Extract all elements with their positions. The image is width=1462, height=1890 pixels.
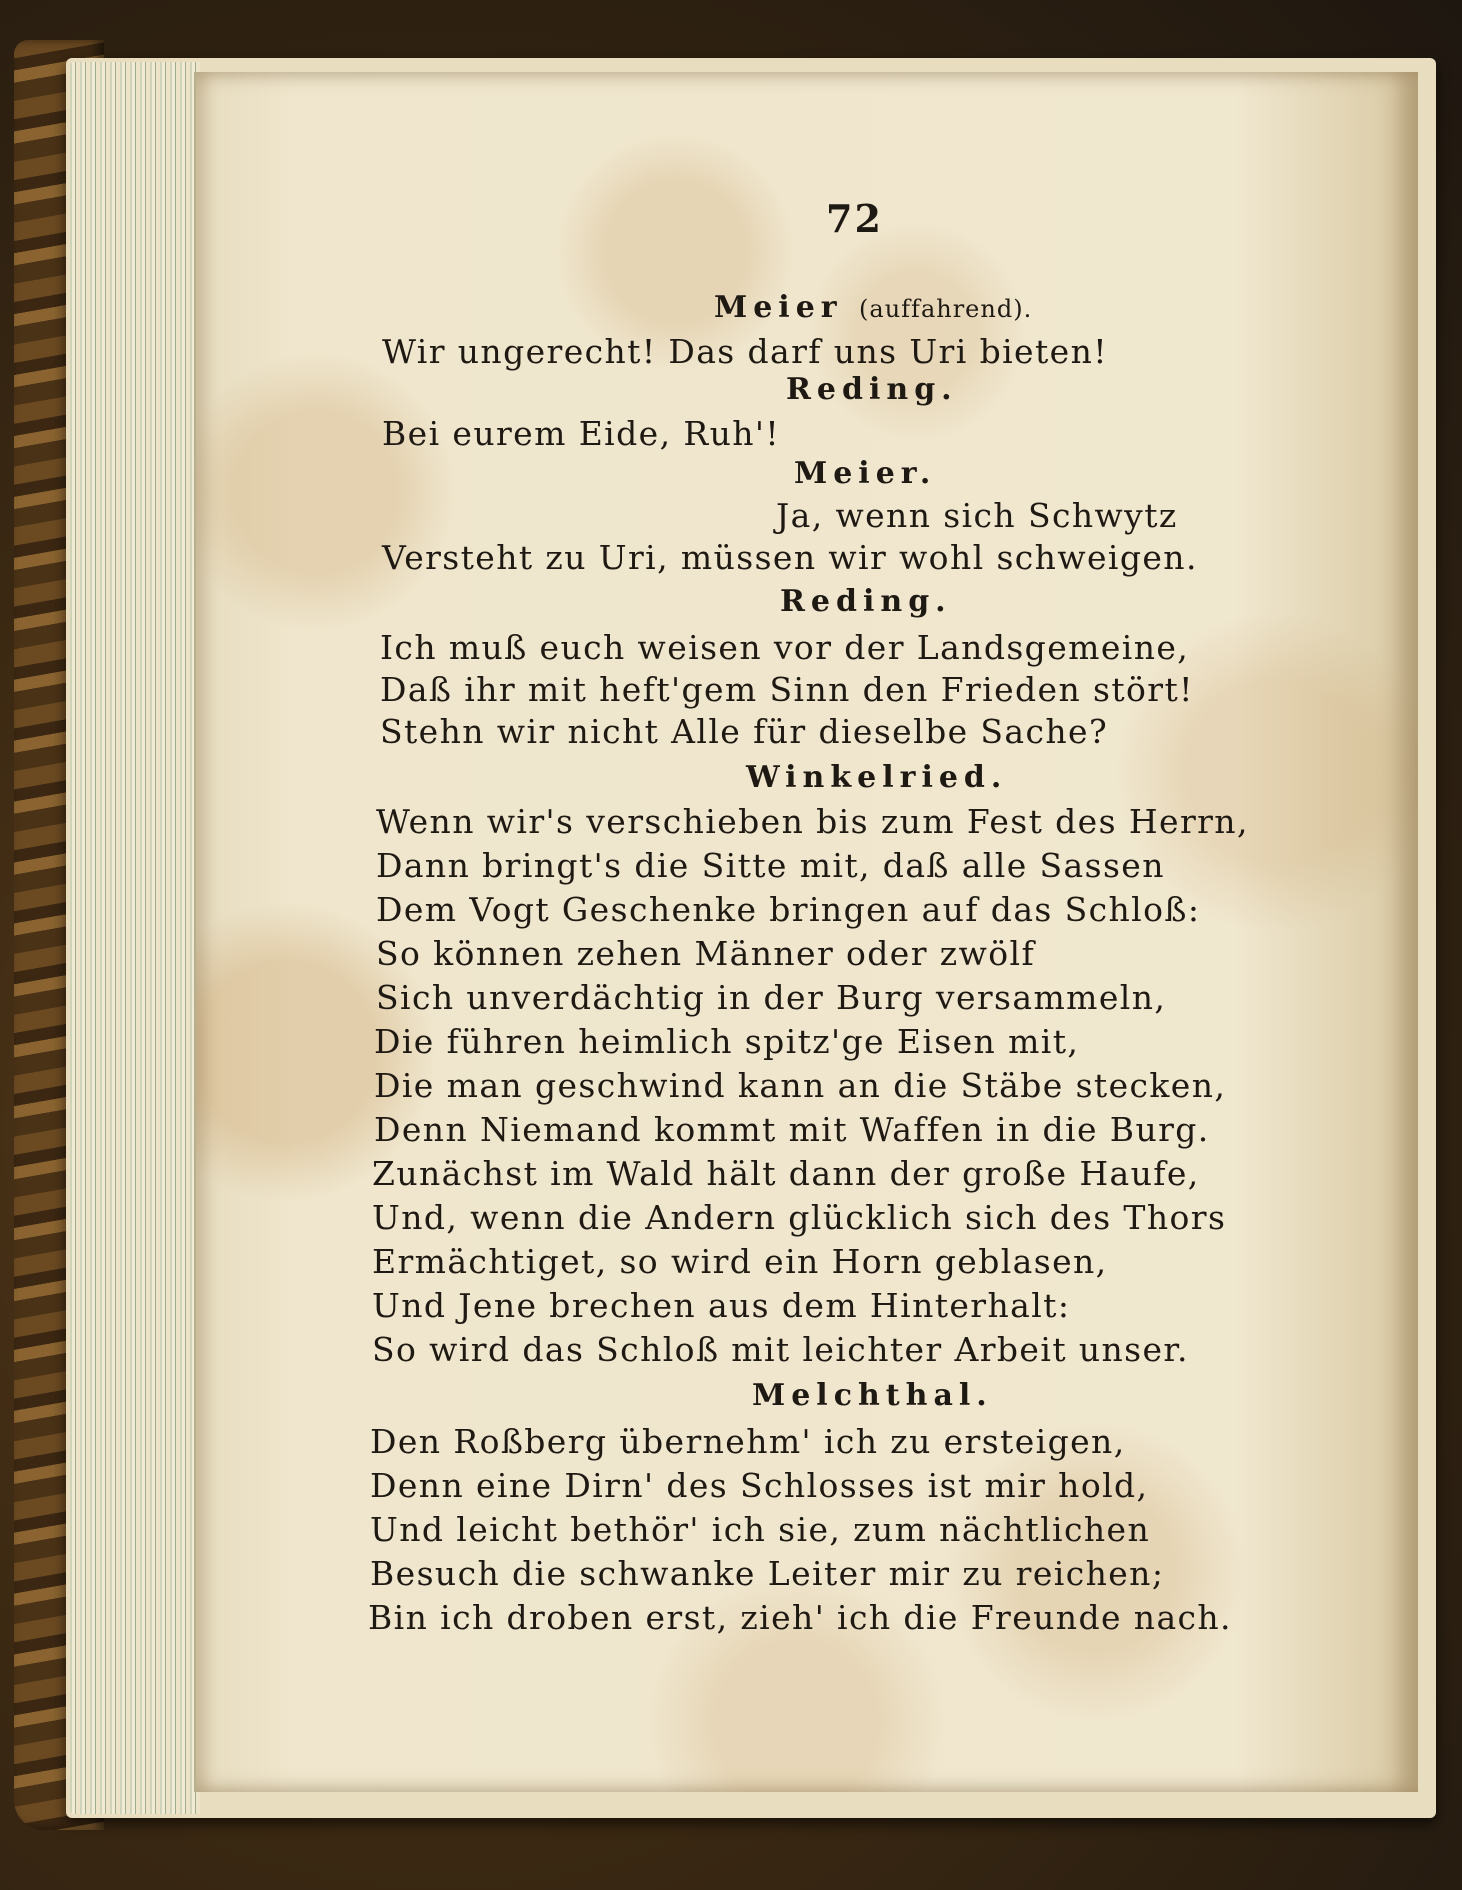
verse-line: Dem Vogt Geschenke bringen auf das Schloß: xyxy=(376,890,1201,929)
verse-line: Denn Niemand kommt mit Waffen in die Burg. xyxy=(374,1110,1210,1149)
verse-line: Bin ich droben erst, zieh' ich die Freunde nach. xyxy=(368,1598,1232,1637)
verse-line: Wir ungerecht! Das darf uns Uri bieten! xyxy=(382,332,1108,371)
verse-line: Stehn wir nicht Alle für dieselbe Sache? xyxy=(380,712,1109,751)
verse-line: Den Roßberg übernehm' ich zu ersteigen, xyxy=(370,1422,1126,1461)
verse-line: So wird das Schloß mit leichter Arbeit unser. xyxy=(372,1330,1189,1369)
verse-line: Und leicht bethör' ich sie, zum nächtlichen xyxy=(370,1510,1151,1549)
page-number: 72 xyxy=(826,196,883,241)
verse-line: Versteht zu Uri, müssen wir wohl schweigen. xyxy=(382,538,1198,577)
speaker-label xyxy=(714,290,1032,325)
speaker-label: Meier. xyxy=(794,456,937,491)
speaker-label: Reding. xyxy=(786,372,958,407)
verse-line: Die man geschwind kann an die Stäbe stecken, xyxy=(374,1066,1227,1105)
verse-line: Wenn wir's verschieben bis zum Fest des Herrn, xyxy=(376,802,1249,841)
page-text xyxy=(196,72,1418,1792)
page-edges xyxy=(70,62,200,1814)
verse-line: Bei eurem Eide, Ruh'! xyxy=(382,414,781,453)
verse-line: Denn eine Dirn' des Schlosses ist mir hold, xyxy=(370,1466,1149,1505)
verse-line: Besuch die schwanke Leiter mir zu reichen; xyxy=(370,1554,1165,1593)
speaker-label: Winkelried. xyxy=(746,760,1008,795)
speaker-label: Melchthal. xyxy=(752,1378,993,1413)
verse-line: Ich muß euch weisen vor der Landsgemeine, xyxy=(380,628,1190,667)
verse-line: Dann bringt's die Sitte mit, daß alle Sassen xyxy=(376,846,1165,885)
speaker-name: Meier xyxy=(714,290,843,325)
verse-line: Zunächst im Wald hält dann der große Haufe, xyxy=(372,1154,1200,1193)
verse-line: Und, wenn die Andern glücklich sich des Thors xyxy=(372,1198,1227,1237)
verse-line: Sich unverdächtig in der Burg versammeln, xyxy=(376,978,1167,1017)
book-page xyxy=(196,72,1418,1792)
verse-line: Ja, wenn sich Schwytz xyxy=(776,496,1178,535)
verse-line: Und Jene brechen aus dem Hinterhalt: xyxy=(372,1286,1071,1325)
verse-line: Daß ihr mit heft'gem Sinn den Frieden stört! xyxy=(380,670,1194,709)
speaker-label: Reding. xyxy=(780,584,952,619)
verse-line: Ermächtiget, so wird ein Horn geblasen, xyxy=(372,1242,1108,1281)
page-inner-border xyxy=(194,72,196,1792)
verse-line: Die führen heimlich spitz'ge Eisen mit, xyxy=(374,1022,1080,1061)
verse-line: So können zehen Männer oder zwölf xyxy=(376,934,1036,973)
stage-direction: (auffahrend). xyxy=(859,295,1033,323)
